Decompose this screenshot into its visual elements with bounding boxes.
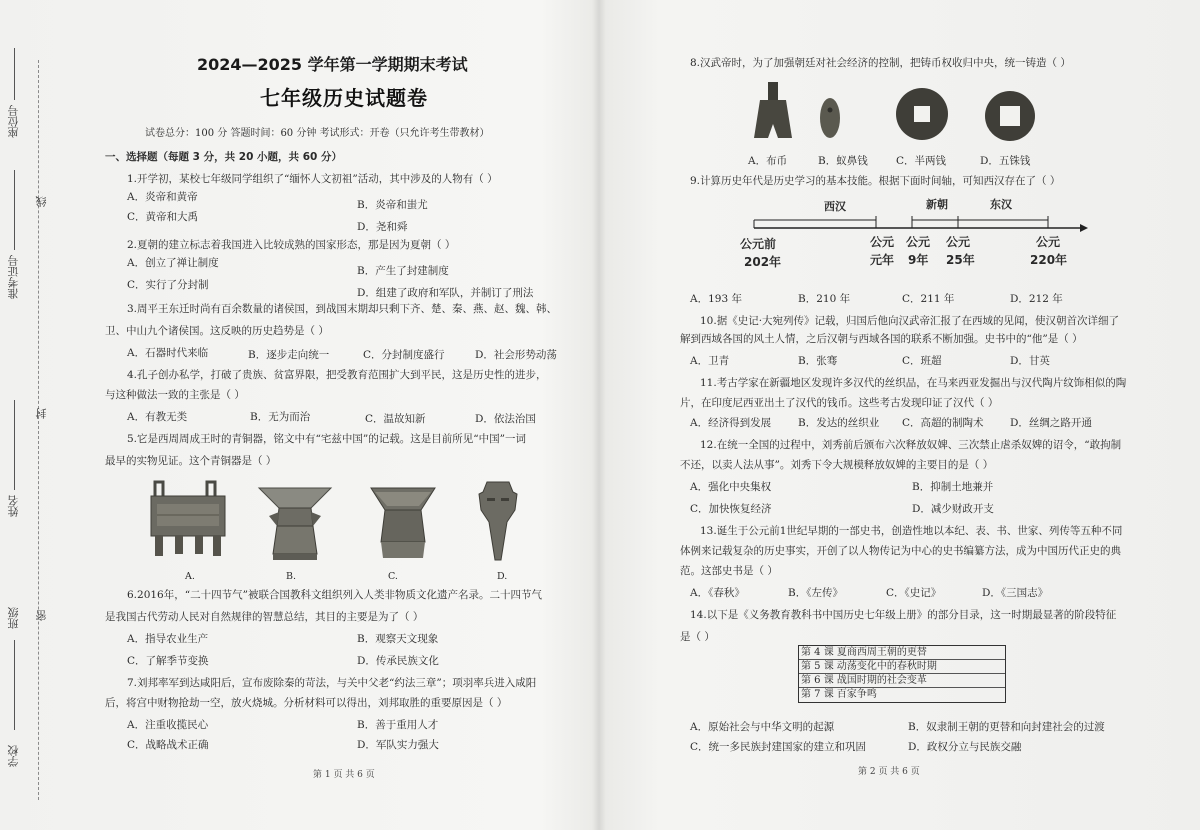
q1-stem: 1.开学初，某校七年级同学组织了“缅怀人文初祖”活动，其中涉及的人物有（ ） xyxy=(127,173,498,185)
binding-margin xyxy=(0,0,60,830)
q6-option-c: C．了解季节变换 xyxy=(127,655,209,667)
q2-stem: 2.夏朝的建立标志着我国进入比较成熟的国家形态，那是因为夏朝（ ） xyxy=(127,239,456,251)
name-blank xyxy=(14,400,15,490)
q8-option-b: B．蚁鼻钱 xyxy=(818,155,868,167)
q3-stem-line1: 3.周平王东迁时尚有百余数量的诸侯国，到战国末期却只剩下齐、楚、秦、燕、赵、魏、韩、 xyxy=(127,303,558,315)
binding-dashed-line xyxy=(38,60,39,800)
textbook-contents-box xyxy=(798,645,1006,703)
q10-stem-line1: 10.据《史记·大宛列传》记载，归国后他向汉武帝汇报了在西域的见闻，使汉朝首次详细了 xyxy=(700,315,1120,327)
q5-option-b: B. xyxy=(286,571,297,582)
bronze-zun-image xyxy=(255,482,335,562)
bronze-mask-image xyxy=(473,480,523,562)
timeline-label-5a: 公元 xyxy=(1036,235,1061,249)
q11-option-b: B．发达的丝织业 xyxy=(798,417,880,429)
page-number-right: 第 2 页 共 6 页 xyxy=(858,767,920,777)
q8-option-a: A．布币 xyxy=(748,155,788,167)
q1-option-b: B．炎帝和蚩尤 xyxy=(357,199,428,211)
q13-stem-line2: 体例来记载复杂的历史事实，开创了以人物传记为中心的史书编纂方法，成为中国历代正史的典 xyxy=(680,545,1121,557)
timeline-label-2b: 元年 xyxy=(870,253,895,267)
q2-option-a: A．创立了禅让制度 xyxy=(127,257,219,269)
q14-option-c: C．统一多民族封建国家的建立和巩固 xyxy=(690,741,867,753)
seat-blank xyxy=(14,48,15,100)
q12-option-a: A．强化中央集权 xyxy=(690,481,772,493)
exam-number-blank xyxy=(14,170,15,250)
q11-stem-line1: 11.考古学家在新疆地区发现许多汉代的丝织品，在马来西亚发掘出与汉代陶片纹饰相似的陶 xyxy=(700,377,1127,389)
q5-stem-line1: 5.它是西周周成王时的青铜器，铭文中有“宅兹中国”的记载。这是目前所见“中国”一词 xyxy=(127,433,526,445)
q12-option-c: C．加快恢复经济 xyxy=(690,503,772,515)
q4-stem-line1: 4.孔子创办私学，打破了贵族、贫富界限，把受教育范围扩大到平民，这是历史性的进步， xyxy=(127,369,547,381)
q6-option-a: A．指导农业生产 xyxy=(127,633,209,645)
q2-option-c: C．实行了分封制 xyxy=(127,279,209,291)
q14-stem-line1: 14.以下是《义务教育教科书中国历史七年级上册》的部分目录，这一时期最显著的阶段特征 xyxy=(690,609,1117,621)
contents-row: 第 4 课 夏商西周王朝的更替 xyxy=(799,646,1005,660)
exam-subtitle: 七年级历史试题卷 xyxy=(260,86,428,110)
q1-option-a: A．炎帝和黄帝 xyxy=(127,191,198,203)
q8-option-d: D．五铢钱 xyxy=(980,155,1031,167)
q5-option-d: D. xyxy=(497,571,508,582)
q11-stem-line2: 片，在印度尼西亚出土了汉代的钱币。这些考古发现印证了汉代（ ） xyxy=(680,397,999,409)
q10-option-a: A．卫青 xyxy=(690,355,730,367)
timeline-label-4b: 25年 xyxy=(946,253,975,267)
q12-option-b: B．抑制土地兼并 xyxy=(912,481,994,493)
timeline-label-4a: 公元 xyxy=(946,235,971,249)
class-label: 班级 xyxy=(7,607,20,629)
q13-stem-line1: 13.诞生于公元前1世纪早期的一部史书，创造性地以本纪、表、书、世家、列传等五种不同 xyxy=(700,525,1123,537)
contents-row: 第 5 课 动荡变化中的春秋时期 xyxy=(799,660,1005,674)
contents-row: 第 6 课 战国时期的社会变革 xyxy=(799,674,1005,688)
q5-option-a: A. xyxy=(185,571,195,582)
q11-option-d: D．丝绸之路开通 xyxy=(1010,417,1092,429)
q12-stem-line1: 12.在统一全国的过程中，刘秀前后颁布六次释放奴婢、三次禁止虐杀奴婢的诏令，“敢拘制 xyxy=(700,439,1122,451)
exam-number-label: 准考证号 xyxy=(7,255,20,299)
q2-option-d: D．组建了政府和军队，并制订了刑法 xyxy=(357,287,534,299)
q7-stem-line2: 后，将宫中财物抢劫一空，放火烧城。分析材料可以得出，刘邦取胜的重要原因是（ ） xyxy=(105,697,508,709)
q1-option-c: C．黄帝和大禹 xyxy=(127,211,199,223)
q12-option-d: D．减少财政开支 xyxy=(912,503,994,515)
q13-option-c: C．《史记》 xyxy=(886,587,942,599)
q9-option-d: D．212 年 xyxy=(1010,293,1063,305)
q10-stem-line2: 解到西域各国的风土人情，之后汉朝与西域各国的联系不断加强。史书中的“他”是（ ） xyxy=(680,333,1083,345)
q7-option-d: D．军队实力强大 xyxy=(357,739,439,751)
q9-option-a: A．193 年 xyxy=(690,293,742,305)
q6-option-d: D．传承民族文化 xyxy=(357,655,439,667)
q3-option-d: D．社会形势动荡 xyxy=(475,349,557,361)
ant-nose-coin-image xyxy=(818,96,842,140)
q4-option-c: C．温故知新 xyxy=(365,413,426,425)
q13-option-d: D．《三国志》 xyxy=(982,587,1049,599)
timeline-label-1a: 公元前 xyxy=(740,237,777,251)
spade-coin-image xyxy=(748,80,798,146)
q10-option-c: C．班超 xyxy=(902,355,942,367)
q13-option-b: B．《左传》 xyxy=(788,587,843,599)
timeline-era-donghan: 东汉 xyxy=(990,198,1012,211)
right-page xyxy=(680,0,1160,830)
q9-option-c: C．211 年 xyxy=(902,293,955,305)
q9-stem: 9.计算历史年代是历史学习的基本技能。根据下面时间轴，可知西汉存在了（ ） xyxy=(690,175,1061,187)
q14-option-d: D．政权分立与民族交融 xyxy=(908,741,1022,753)
q3-option-c: C．分封制度盛行 xyxy=(363,349,445,361)
q14-stem-line2: 是（ ） xyxy=(680,631,715,643)
timeline-era-xinchao: 新朝 xyxy=(926,198,948,211)
q4-option-d: D．依法治国 xyxy=(475,413,536,425)
secret-char: 密 xyxy=(35,610,48,621)
seal-char: 封 xyxy=(35,408,48,419)
q5-stem-line2: 最早的实物见证。这个青铜器是（ ） xyxy=(105,455,277,467)
q6-option-b: B．观察天文现象 xyxy=(357,633,439,645)
bronze-hezun-image xyxy=(367,484,439,562)
q9-option-b: B．210 年 xyxy=(798,293,851,305)
q4-stem-line2: 与这种做法一致的主张是（ ） xyxy=(105,389,245,401)
seat-label: 座位号 xyxy=(7,105,20,138)
exam-title: 2024—2025 学年第一学期期末考试 xyxy=(197,55,468,74)
q7-option-c: C．战略战术正确 xyxy=(127,739,209,751)
q2-option-b: B．产生了封建制度 xyxy=(357,265,449,277)
q3-option-b: B．逐步走向统一 xyxy=(248,349,330,361)
q6-stem-line2: 是我国古代劳动人民对自然规律的智慧总结，其目的主要是为了（ ） xyxy=(105,611,424,623)
q4-option-a: A．有教无类 xyxy=(127,411,188,423)
q5-option-c: C. xyxy=(388,571,398,582)
name-label: 姓名 xyxy=(7,495,20,517)
q11-option-c: C．高超的制陶术 xyxy=(902,417,984,429)
q7-stem-line1: 7.刘邦率军到达咸阳后，宣布废除秦的苛法，与关中父老“约法三章”；项羽率兵进入咸阳 xyxy=(127,677,537,689)
q7-option-a: A．注重收揽民心 xyxy=(127,719,209,731)
q3-stem-line2: 卫、中山九个诸侯国。这反映的历史趋势是（ ） xyxy=(105,325,329,337)
exam-info: 试卷总分：100 分 答题时间：60 分钟 考试形式：开卷（只允许考生带教材） xyxy=(145,128,490,139)
timeline-label-3a: 公元 xyxy=(906,235,931,249)
q13-option-a: A．《春秋》 xyxy=(690,587,745,599)
wuzhu-coin-image xyxy=(984,90,1036,142)
timeline-label-3b: 9年 xyxy=(908,253,929,267)
q4-option-b: B．无为而治 xyxy=(250,411,311,423)
q8-stem: 8.汉武帝时，为了加强朝廷对社会经济的控制，把铸币权收归中央，统一铸造（ ） xyxy=(690,57,1071,69)
q10-option-d: D．甘英 xyxy=(1010,355,1050,367)
page-fold xyxy=(592,0,606,830)
q14-option-b: B．奴隶制王朝的更替和向封建社会的过渡 xyxy=(908,721,1105,733)
left-page xyxy=(105,0,585,830)
class-blank xyxy=(14,640,15,730)
q14-option-a: A．原始社会与中华文明的起源 xyxy=(690,721,835,733)
timeline-label-5b: 220年 xyxy=(1030,253,1068,267)
line-char: 线 xyxy=(35,196,48,207)
q13-stem-line3: 范。这部史书是（ ） xyxy=(680,565,778,577)
q11-option-a: A．经济得到发展 xyxy=(690,417,772,429)
timeline-axis xyxy=(750,214,1090,234)
banliang-coin-image xyxy=(894,86,950,142)
page-number-left: 第 1 页 共 6 页 xyxy=(313,770,375,780)
q3-option-a: A．石器时代来临 xyxy=(127,347,209,359)
timeline-label-1b: 202年 xyxy=(744,255,782,269)
q10-option-b: B．张骞 xyxy=(798,355,838,367)
q6-stem-line1: 6.2016年，“二十四节气”被联合国教科文组织列入人类非物质文化遗产名录。二十四节气 xyxy=(127,589,542,601)
contents-row: 第 7 课 百家争鸣 xyxy=(801,689,877,700)
q1-option-d: D．尧和舜 xyxy=(357,221,408,233)
section-heading: 一、选择题（每题 3 分，共 20 小题，共 60 分） xyxy=(105,151,342,163)
q7-option-b: B．善于重用人才 xyxy=(357,719,439,731)
timeline-label-2a: 公元 xyxy=(870,235,895,249)
bronze-ding-image xyxy=(145,478,235,560)
q8-option-c: C．半两钱 xyxy=(896,155,947,167)
school-label: 学校 xyxy=(7,745,20,767)
timeline-era-xihan: 西汉 xyxy=(824,200,846,213)
q12-stem-line2: 不还，以卖人法从事”。刘秀下令大规模释放奴婢的主要目的是（ ） xyxy=(680,459,994,471)
